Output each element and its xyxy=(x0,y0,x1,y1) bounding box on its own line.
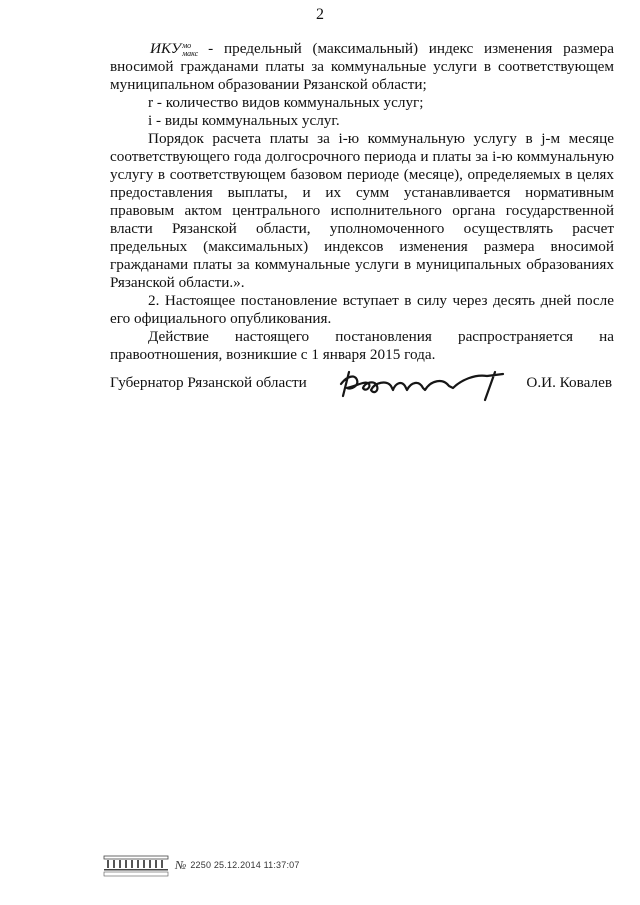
handwritten-signature xyxy=(335,366,510,404)
signatory-name: О.И. Ковалев xyxy=(526,374,612,391)
action-line xyxy=(110,328,614,346)
signatory-title: Губернатор Рязанской области xyxy=(110,374,307,391)
i-definition: i - виды коммунальных услуг. xyxy=(148,112,340,129)
procedure-paragraph: Порядок расчета платы за i-ю коммунальную услугу в j-м месяце соответствующего года долгосрочного периода и платы за i-ю коммунальную услугу в соответствующем базовом периоде (месяце), определяемых в целях предоставления выплаты, и их сумм устанавливается нормативным правовым актом центрального исполнительного органа государственной власти Рязанской области, уполномоченного осуществлять расчет предельных (максимальных) индексов изменения размера вносимой гражданами платы за коммунальные услуги в муниципальных образованиях Рязанской области.». xyxy=(110,130,614,291)
page-number: 2 xyxy=(316,6,324,23)
registration-number-sign: № xyxy=(175,857,187,872)
action-word: на xyxy=(599,328,614,345)
registration-stamp: 2250 25.12.2014 11:37:07 xyxy=(190,860,300,870)
action-word: Действие xyxy=(148,328,209,345)
action-word: распространяется xyxy=(457,328,574,345)
action-word: настоящего xyxy=(234,328,310,345)
formula-superscript: мо xyxy=(182,40,192,50)
formula-scripts xyxy=(182,42,198,58)
action-tail: правоотношения, возникшие с 1 января 2015 года. xyxy=(110,346,436,363)
formula-symbol-main: ИКУ xyxy=(150,40,182,57)
iku-definition-text: - предельный (максимальный) индекс изменения размера вносимой гражданами платы за коммунальные услуги в соответствующем муниципальном образовании Рязанской области; xyxy=(110,40,614,93)
iku-definition xyxy=(110,40,614,94)
signature-block xyxy=(110,372,612,402)
effect-paragraph: 2. Настоящее постановление вступает в силу через десять дней после его официального опубликования. xyxy=(110,292,614,327)
action-word: постановления xyxy=(335,328,432,345)
formula-symbol xyxy=(150,40,208,57)
r-definition: r - количество видов коммунальных услуг; xyxy=(148,94,424,111)
government-building-logo xyxy=(103,853,169,877)
formula-subscript: макс xyxy=(182,48,199,58)
registration-footer xyxy=(103,852,300,878)
document-body xyxy=(110,40,614,364)
